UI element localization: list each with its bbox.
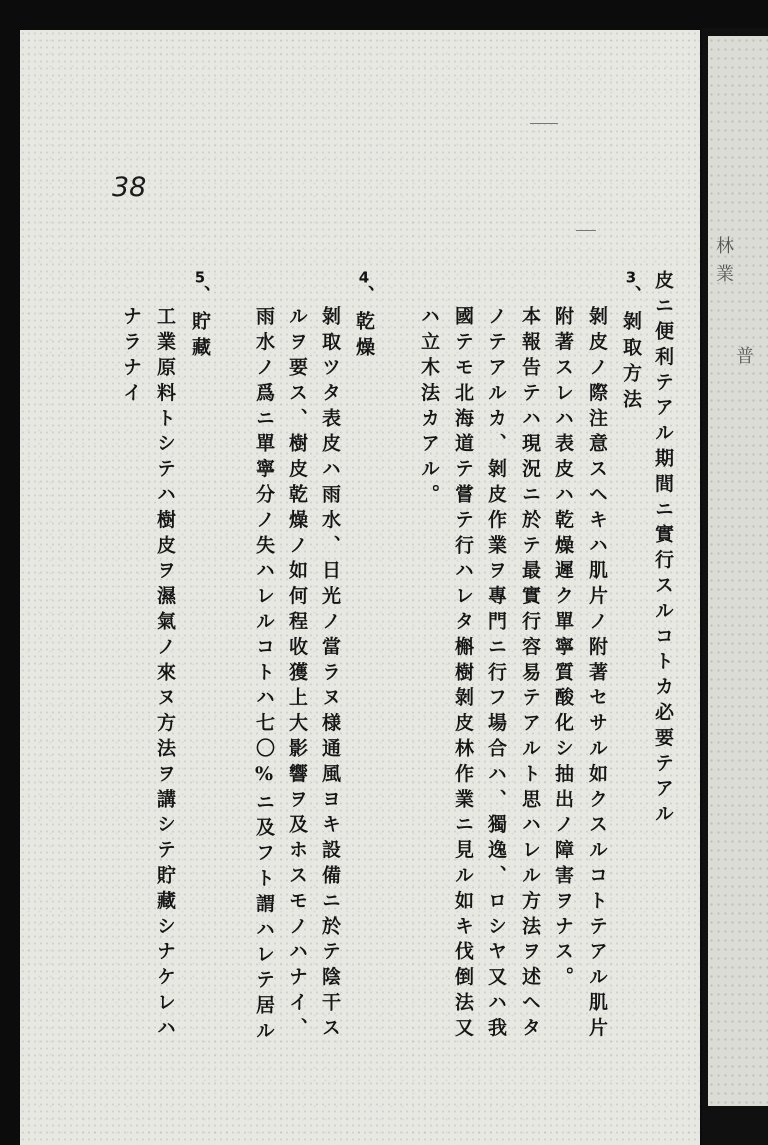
document-page bbox=[20, 30, 700, 1145]
section-number: 5 bbox=[194, 270, 206, 285]
text-column: 國テモ北海道テ嘗テ行ハレタ槲樹剝皮林作業ニ見ル如キ伐倒法又 bbox=[452, 306, 474, 1043]
section-number: 3 bbox=[625, 270, 637, 285]
text-column: 雨水ノ爲ニ單寧分ノ失ハレルコトハ七〇%ニ及フト謂ハレテ居ル bbox=[253, 306, 275, 1046]
adjacent-page-text: 林業 bbox=[713, 236, 734, 292]
page-number: 38 bbox=[112, 172, 147, 203]
scan-mark bbox=[530, 123, 558, 124]
scan-mark bbox=[576, 230, 596, 231]
text-column: 附著スレハ表皮ハ乾燥遲ク單寧質酸化シ抽出ノ障害ヲナス。 bbox=[552, 306, 574, 992]
section-title: 、貯藏 bbox=[189, 285, 211, 363]
text-column: 剝皮ノ際注意スヘキハ肌片ノ附著セサル如クスルコトテアル肌片 bbox=[586, 306, 608, 1043]
text-column: ルヲ要ス、樹皮乾燥ノ如何程收獲上大影響ヲ及ホスモノハナイ、 bbox=[286, 306, 308, 1043]
section-heading-4 bbox=[347, 270, 381, 363]
section-title: 、乾燥 bbox=[353, 285, 375, 363]
text-column: 工業原料トシテハ樹皮ヲ濕氣ノ來ヌ方法ヲ講シテ貯藏シナケレハ bbox=[154, 306, 176, 1043]
section-number: 4 bbox=[358, 270, 370, 285]
text-column: ノテアルカ、剝皮作業ヲ專門ニ行フ場合ハ、獨逸、ロシヤ又ハ我 bbox=[485, 306, 507, 1043]
adjacent-page-edge bbox=[708, 36, 768, 1106]
text-column: ナラナイ bbox=[120, 306, 142, 408]
section-title: 、剝取方法 bbox=[620, 285, 642, 415]
text-column: 本報告テハ現況ニ於テ最實行容易テアルト思ハレル方法ヲ述ヘタ bbox=[519, 306, 541, 1043]
text-column: 皮ニ便利テアル期間ニ實行スルコトカ必要テアル bbox=[652, 270, 674, 829]
text-column: ハ立木法カアル。 bbox=[418, 306, 440, 510]
text-column: 剝取ツタ表皮ハ雨水、日光ノ當ラヌ様通風ヨキ設備ニ於テ陰干ス bbox=[319, 306, 341, 1043]
adjacent-page-text: 普 bbox=[733, 346, 754, 374]
section-heading-5 bbox=[183, 270, 217, 363]
section-heading-3 bbox=[614, 270, 648, 415]
